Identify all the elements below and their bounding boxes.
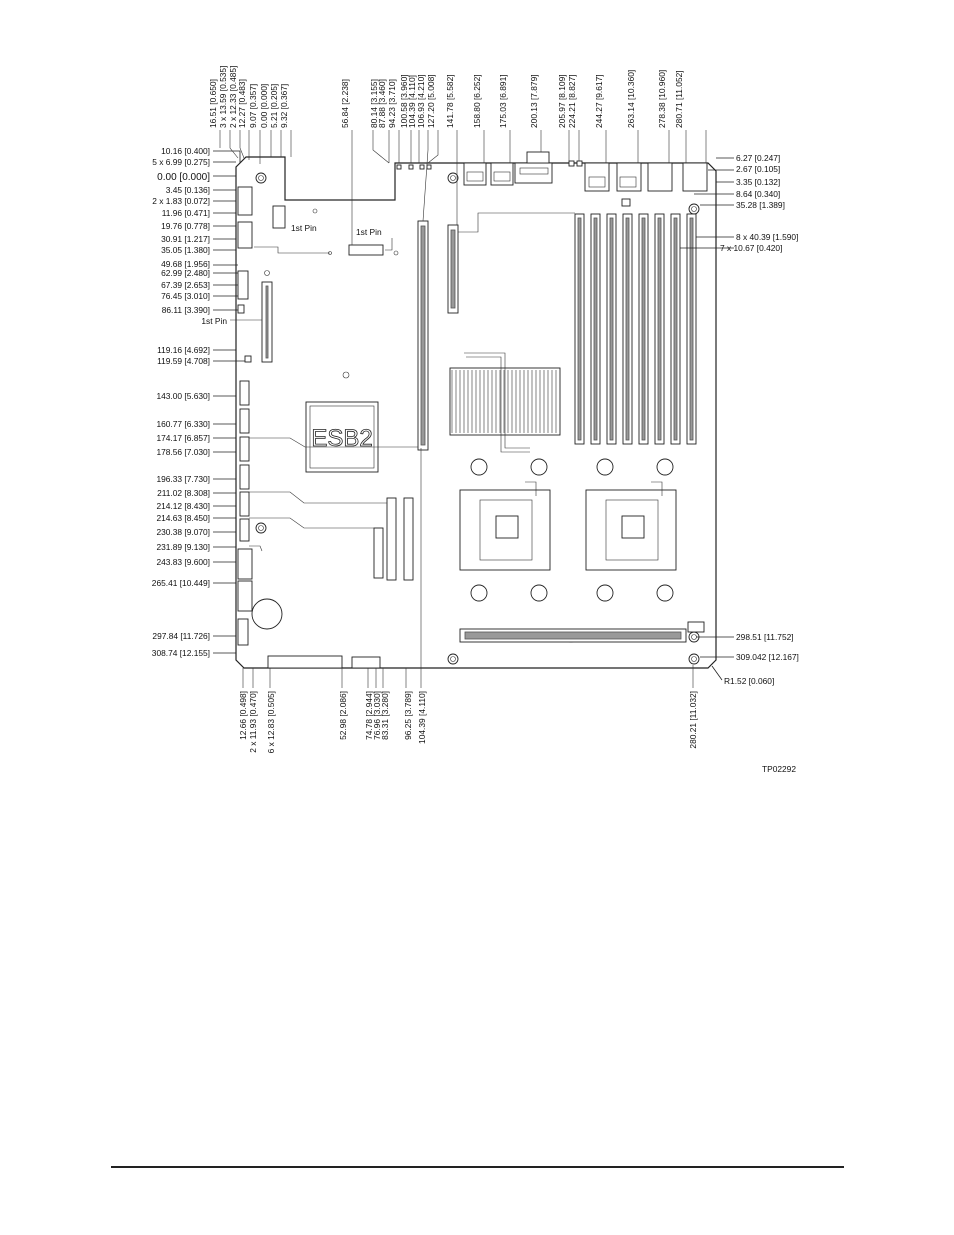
bottom-dimension-labels: [238, 691, 698, 753]
figure-id: TP02292: [762, 764, 796, 774]
left-label-18: 174.17 [6.857]: [156, 433, 210, 443]
right-label-4: 35.28 [1.389]: [736, 200, 785, 210]
top-label-20: 205.97 [8.109]: [557, 74, 567, 128]
top-label-19: 200.13 [7.879]: [529, 74, 539, 128]
left-label-10: 62.99 [2.480]: [161, 268, 210, 278]
right-label-8: 309.042 [12.167]: [736, 652, 799, 662]
bottom-label-0: 12.66 [0.498]: [238, 691, 248, 740]
top-label-21: 224.21 [8.827]: [567, 74, 577, 128]
left-label-6: 19.76 [0.778]: [161, 221, 210, 231]
left-label-15: 119.59 [4.708]: [157, 356, 210, 366]
first-pin-label-1: 1st Pin: [291, 223, 317, 233]
left-label-25: 231.89 [9.130]: [156, 542, 210, 552]
top-label-6: 5.21 [0.205]: [269, 83, 279, 128]
right-label-2: 3.35 [0.132]: [736, 177, 781, 187]
top-label-8: 56.84 [2.238]: [340, 79, 350, 128]
left-label-28: 297.84 [11.726]: [152, 631, 210, 641]
left-label-22: 214.12 [8.430]: [156, 501, 210, 511]
left-label-23: 214.63 [8.450]: [156, 513, 210, 523]
bottom-label-9: 280.21 [11.032]: [688, 691, 698, 749]
left-label-14: 119.16 [4.692]: [157, 345, 210, 355]
left-label-17: 160.77 [6.330]: [156, 419, 210, 429]
bottom-label-1: 2 x 11.93 [0.470]: [248, 691, 258, 753]
bottom-label-3: 52.98 [2.086]: [338, 691, 348, 740]
top-label-2: 2 x 12.33 [0.485]: [228, 65, 238, 128]
top-label-3: 12.27 [0.483]: [237, 79, 247, 128]
left-label-16: 143.00 [5.630]: [156, 391, 210, 401]
top-dimension-labels: [208, 66, 684, 128]
left-label-7: 30.91 [1.217]: [161, 234, 210, 244]
right-label-7: 298.51 [11.752]: [736, 632, 794, 642]
bottom-label-6: 83.31 [3.280]: [380, 691, 390, 740]
left-label-4: 2 x 1.83 [0.072]: [152, 196, 210, 206]
top-label-15: 127.20 [5.008]: [426, 74, 436, 128]
left-label-0: 10.16 [0.400]: [161, 146, 210, 156]
bottom-label-5: 76.96 [3.030]: [372, 691, 382, 740]
top-label-17: 158.80 [6.252]: [472, 74, 482, 128]
right-label-9: R1.52 [0.060]: [724, 676, 775, 686]
bottom-label-4: 74.78 [2.944]: [364, 691, 374, 740]
left-label-29: 308.74 [12.155]: [151, 648, 210, 658]
footer-rule: [111, 1166, 844, 1168]
top-label-5: 0.00 [0.000]: [259, 83, 269, 128]
top-label-12: 100.58 [3.960]: [399, 74, 409, 128]
right-label-6: 7 x 10.67 [0.420]: [720, 243, 783, 253]
left-label-11: 67.39 [2.653]: [161, 280, 210, 290]
first-pin-label-3: 1st Pin: [201, 316, 227, 326]
first-pin-label-2: 1st Pin: [356, 227, 382, 237]
top-label-10: 87.88 [3.460]: [377, 79, 387, 128]
left-label-13: 86.11 [3.390]: [161, 305, 210, 315]
right-label-0: 6.27 [0.247]: [736, 153, 781, 163]
right-dimension-labels: [720, 153, 799, 686]
top-label-11: 94.23 [3.710]: [387, 79, 397, 128]
left-label-27: 265.41 [10.449]: [151, 578, 210, 588]
top-label-9: 80.14 [3.155]: [369, 79, 379, 128]
left-label-9: 49.68 [1.956]: [161, 259, 210, 269]
left-label-5: 11.96 [0.471]: [161, 208, 210, 218]
bottom-label-2: 6 x 12.83 [0.505]: [266, 691, 276, 754]
left-label-20: 196.33 [7.730]: [156, 474, 210, 484]
top-label-23: 263.14 [10.360]: [626, 69, 636, 128]
top-label-16: 141.78 [5.582]: [445, 74, 455, 128]
top-label-13: 104.39 [4.110]: [407, 75, 417, 128]
top-label-4: 9.07 [0.357]: [248, 83, 258, 128]
left-label-21: 211.02 [8.308]: [157, 488, 210, 498]
top-label-0: 16.51 [0.650]: [208, 79, 218, 128]
left-label-26: 243.83 [9.600]: [156, 557, 210, 567]
top-label-18: 175.03 [6.891]: [498, 74, 508, 128]
left-label-1: 5 x 6.99 [0.275]: [152, 157, 210, 167]
left-label-19: 178.56 [7.030]: [156, 447, 210, 457]
left-label-2: 0.00 [0.000]: [157, 172, 210, 183]
left-label-8: 35.05 [1.380]: [161, 245, 210, 255]
top-label-24: 278.38 [10.960]: [657, 69, 667, 128]
top-label-14: 106.93 [4.210]: [416, 74, 426, 128]
right-label-1: 2.67 [0.105]: [736, 164, 781, 174]
bottom-label-8: 104.39 [4.110]: [417, 691, 427, 744]
bottom-label-7: 96.25 [3.789]: [403, 691, 413, 740]
esb2-label: ESB2: [311, 425, 373, 452]
esb2-chip: [306, 402, 378, 472]
top-label-25: 280.71 [11.052]: [674, 70, 684, 128]
right-label-3: 8.64 [0.340]: [736, 189, 781, 199]
left-label-3: 3.45 [0.136]: [165, 185, 210, 195]
right-label-5: 8 x 40.39 [1.590]: [736, 232, 799, 242]
left-label-24: 230.38 [9.070]: [156, 527, 210, 537]
top-label-7: 9.32 [0.367]: [279, 83, 289, 128]
left-label-12: 76.45 [3.010]: [161, 291, 210, 301]
top-label-22: 244.27 [9.617]: [594, 74, 604, 128]
top-label-1: 3 x 13.59 [0.535]: [218, 65, 228, 128]
left-dimension-labels: [152, 146, 210, 658]
